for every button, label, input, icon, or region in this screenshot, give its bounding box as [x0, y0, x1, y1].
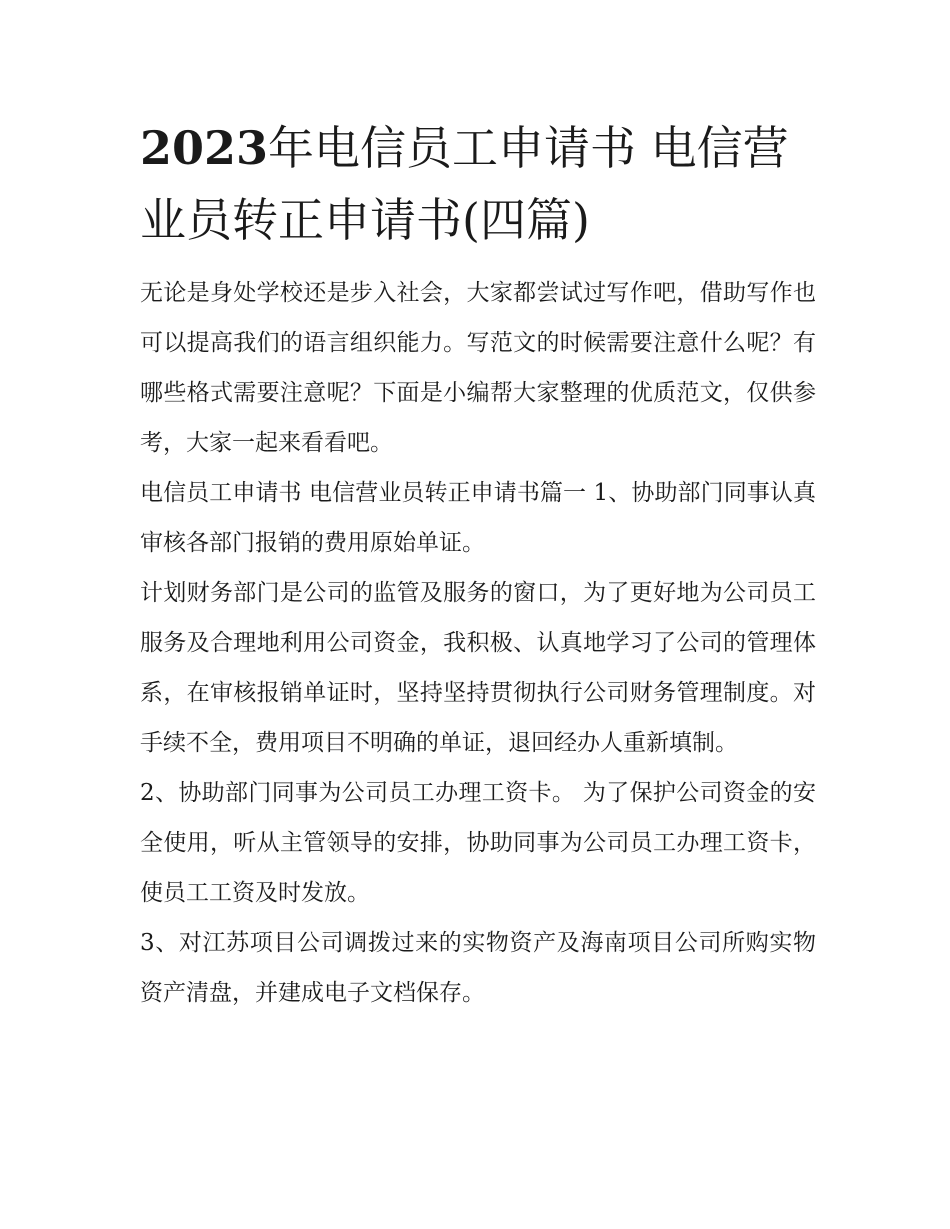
- paragraph-item-3: 3、对江苏项目公司调拨过来的实物资产及海南项目公司所购实物资产清盘，并建成电子文档保存。: [140, 930, 816, 1006]
- document-content: [140, 112, 816, 1018]
- title-text: 年电信员工申请书 电信营业员转正申请书(四篇): [140, 121, 789, 247]
- paragraph-finance-dept: 计划财务部门是公司的监管及服务的窗口，为了更好地为公司员工服务及合理地利用公司资金，我积极、认真地学习了公司的管理体系，在审核报销单证时，坚持坚持贯彻执行公司财务管理制度。对手续不全，费用项目不明确的单证，退回经办人重新填制。: [140, 580, 816, 756]
- title-year: 2023: [140, 121, 269, 175]
- paragraph-item-2: 2、协助部门同事为公司员工办理工资卡。 为了保护公司资金的安全使用，听从主管领导的安排，协助同事为公司员工办理工资卡，使员工工资及时发放。: [140, 780, 816, 906]
- document-title: [140, 112, 816, 256]
- paragraph-intro: 无论是身处学校还是步入社会，大家都尝试过写作吧，借助写作也可以提高我们的语言组织能力。写范文的时候需要注意什么呢？有哪些格式需要注意呢？下面是小编帮大家整理的优质范文，仅供参考，大家一起来看看吧。: [140, 280, 816, 456]
- paragraph-item-1: 电信员工申请书 电信营业员转正申请书篇一 1、协助部门同事认真审核各部门报销的费用原始单证。: [140, 480, 816, 556]
